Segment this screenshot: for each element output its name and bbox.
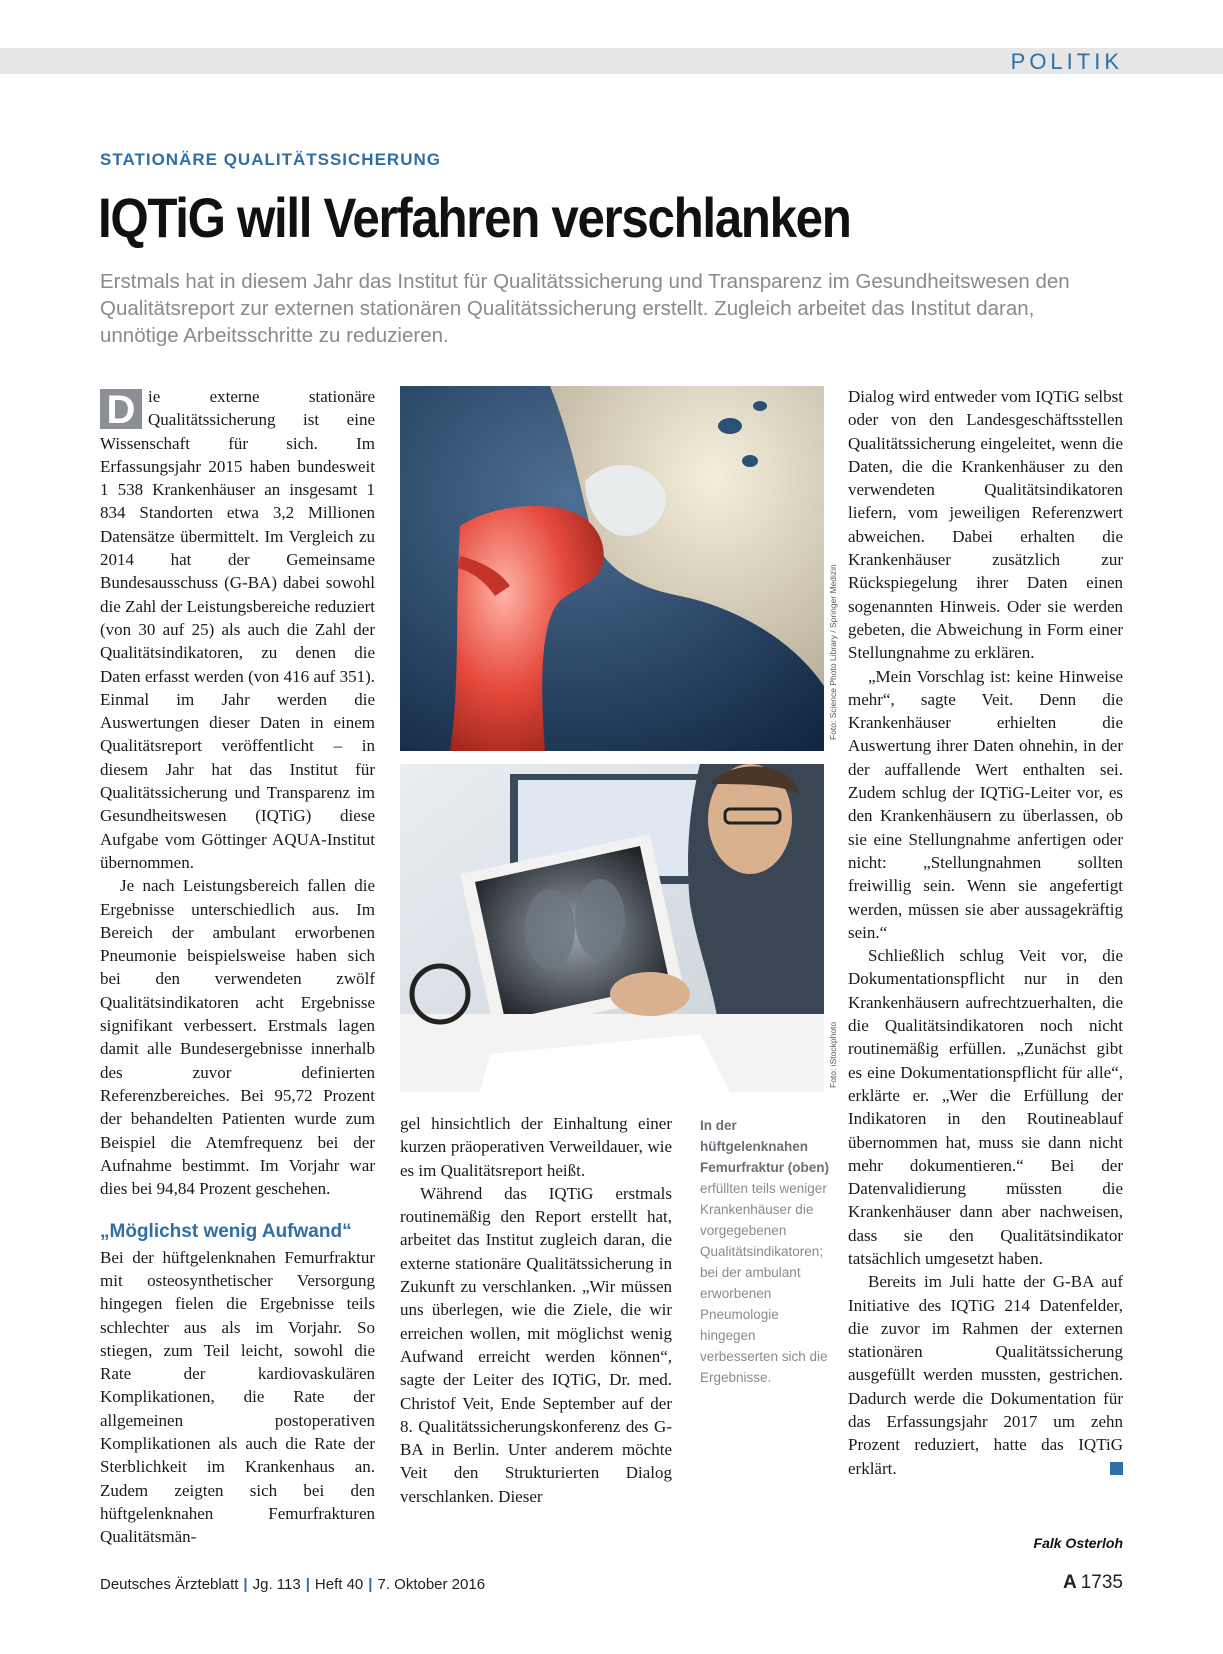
article-kicker: STATIONÄRE QUALITÄTSSICHERUNG: [100, 150, 441, 169]
caption-text: erfüllten teils weniger Krankenhäuser die vorgegebenen Qualitätsindikatoren; bei der ambulant erworbenen Pneumologie hingegen verbesserten sich die Ergebnisse.: [700, 1181, 828, 1385]
issue-date: 7. Oktober 2016: [377, 1576, 486, 1593]
paragraph-text: ie externe stationäre Qualitätssicherung ist eine Wissenschaft für sich. Im Erfassungsjahr 2015 haben bundesweit 1 538 Krankenhäuser an insgesamt 1 834 Standorten etwa 3,2 Millionen Datensätze übermittelt. Im Vergleich zu 2014 hat der Gemeinsame Bundesausschuss (G-BA) dabei sowohl die Zahl der Leistungsbereiche reduziert (von 30 auf 25) als auch die Zahl der Qualitätsindikatoren, zu denen die Daten erfasst werden (von 416 auf 351). Einmal im Jahr werden die Auswertungen dieser Daten in einem Qualitätsreport veröffentlicht – in diesem Jahr hat das Institut für Qualitätssicherung und Transparenz im Gesundheitswesen (IQTiG) diese Aufgabe vom Göttinger AQUA-Institut übernommen.: [100, 387, 375, 872]
caption-bold: In der hüftgelenknahen Femurfraktur (oben): [700, 1118, 830, 1175]
photo-credit: Foto: iStockphoto: [828, 1021, 838, 1088]
page-number: [1063, 1572, 1123, 1594]
paragraph: [100, 385, 375, 874]
issue: Heft 40: [314, 1576, 364, 1593]
end-mark: [1110, 1462, 1123, 1475]
paragraph: Dialog wird entweder vom IQTiG selbst oder von den Landesgeschäftsstellen Qualitätssicherung eingeleitet, wenn die Daten, die die Krankenhäuser zu den verwendeten Qualitätsindikatoren liefern, vom jeweiligen Referenzwert abweichen. Dabei erhalten die Krankenhäuser zusätzlich zur Rückspiegelung ihrer Daten einen sogenannten Hinweis. Oder sie werden gebeten, die Abweichung in Form einer Stellungnahme zu erklären.: [848, 387, 1123, 663]
paragraph: [848, 1270, 1123, 1480]
photo-credit: Foto: Science Photo Library / Springer Medizin: [828, 564, 838, 740]
article-lead: Erstmals hat in diesem Jahr das Institut für Qualitätssicherung und Transparenz im Gesundheitswesen den Qualitätsreport zur externen stationären Qualitätssicherung erstellt. Zugleich arbeitet das Institut daran, unnötige Arbeitsschritte zu reduzieren.: [100, 270, 1070, 347]
page-prefix: A: [1062, 1572, 1077, 1593]
paragraph: Während das IQTiG erstmals routinemäßig den Report erstellt hat, arbeitet das Institut zugleich daran, die externe stationäre Qualitätssicherung in Zukunft zu verschlanken. „Wir müssen uns überlegen, wie die Ziele, die wir erreichen wollen, mit möglichst wenig Aufwand erreicht werden können“, sagte der Leiter des IQTiG, Dr. med. Christof Veit, Ende September auf der 8. Qualitätssicherungskonferenz des G-BA in Berlin. Unter anderem möchte Veit den Strukturierten Dialog verschlanken. Dieser: [400, 1183, 672, 1506]
paragraph: Schließlich schlug Veit vor, die Dokumentationspflicht nur in den Krankenhäusern aufrechtzuerhalten, die die Qualitätsindikatoren noch nicht routinemäßig erfüllen. „Zunächst gibt es eine Dokumentationspflicht für alle“, erklärte er. „Wer die Erfüllung der Indikatoren in den Routineablauf übernommen hat, muss sie dann nicht mehr dokumentieren.“ Bei der Datenvalidierung müssten die Krankenhäuser dann aber nachweisen, dass sie den Qualitätsindikator tatsächlich umgesetzt haben.: [848, 946, 1123, 1268]
footer: [100, 1576, 485, 1593]
separator: |: [305, 1576, 310, 1593]
dropcap: D: [100, 389, 142, 429]
paragraph: gel hinsichtlich der Einhaltung einer kurzen präoperativen Verweildauer, wie es im Qualitätsreport heißt.: [400, 1114, 672, 1180]
hip-fracture-illustration: [400, 386, 824, 751]
text-column-1: [100, 385, 375, 1549]
page-number-value: 1735: [1080, 1572, 1123, 1593]
section-label: POLITIK: [1010, 49, 1123, 74]
doctor-xray-photo: [400, 764, 824, 1092]
subheading: „Möglichst wenig Aufwand“: [100, 1221, 352, 1243]
journal-name: Deutsches Ärzteblatt: [100, 1576, 239, 1593]
separator: |: [243, 1576, 248, 1593]
paragraph: „Mein Vorschlag ist: keine Hinweise mehr“, sagte Veit. Denn die Krankenhäuser erhielten die Auswertung ihrer Daten ohnehin, in der der auffallende Wert enthalten sei. Zudem schlug der IQTiG-Leiter vor, es den Krankenhäusern zu überlassen, ob sie eine Stellungnahme anfertigen oder nicht: „Stellungnahmen sollten freiwillig sein. Wenn sie angefertigt werden, müssen sie aber aussagekräftig sein.“: [848, 666, 1123, 942]
volume: Jg. 113: [252, 1576, 301, 1593]
text-column-3: [848, 385, 1123, 1480]
image-caption: [700, 1115, 832, 1388]
paragraph-text: Bereits im Juli hatte der G-BA auf Initiative des IQTiG 214 Datenfelder, die zuvor im Rahmen der externen stationären Qualitätssicherung ausgefüllt werden mussten, gestrichen. Dadurch werde die Dokumentation für das Erfassungsjahr 2017 um zehn Prozent reduziert, hatte das IQTiG erklärt.: [848, 1272, 1123, 1478]
article-headline: IQTiG will Verfahren verschlanken: [98, 186, 851, 249]
text-column-2: [400, 1112, 672, 1508]
paragraph: Je nach Leistungsbereich fallen die Ergebnisse unterschiedlich aus. Im Bereich der ambulant erworbenen Pneumonie beispielsweise haben sich bei den verwendeten zwölf Qualitätsindikatoren acht Ergebnisse signifikant verbessert. Erstmals lagen damit alle Bundesergebnisse innerhalb des zuvor definierten Referenzbereiches. Bei 95,72 Prozent der behandelten Patienten wurde zum Beispiel die Atemfrequenz bei der Aufnahme bestimmt. Im Vorjahr war dies bei 94,84 Prozent geschehen.: [100, 876, 375, 1199]
paragraph: Bei der hüftgelenknahen Femurfraktur mit osteosynthetischer Versorgung hingegen fielen die Ergebnisse teils schlechter aus als im Vorjahr. So stiegen, zum Teil leicht, sowohl die Rate der kardiovaskulären Komplikationen, die Rate der allgemeinen postoperativen Komplikationen als auch die Rate der Sterblichkeit im Krankenhaus an. Zudem zeigten sich bei den hüftgelenknahen Femurfrakturen Qualitätsmän-: [100, 1247, 375, 1547]
separator: |: [368, 1576, 373, 1593]
author: Falk Osterloh: [1033, 1535, 1123, 1551]
